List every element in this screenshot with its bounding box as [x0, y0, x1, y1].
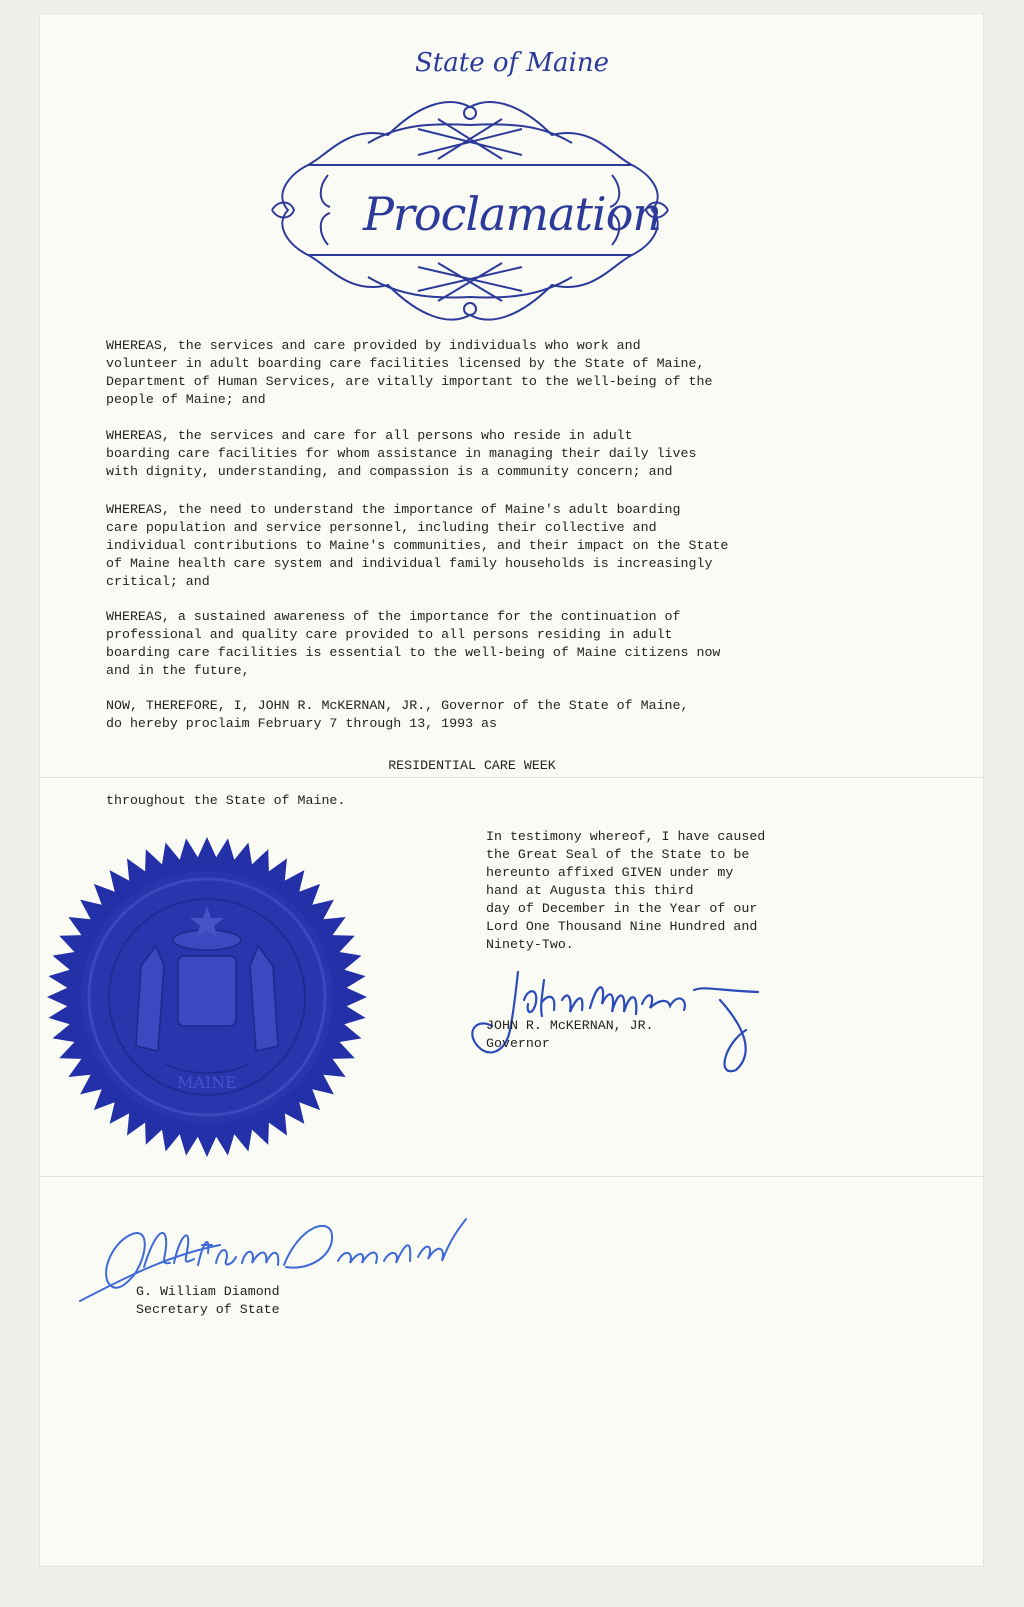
- seal-label: MAINE: [177, 1073, 237, 1092]
- testimony-paragraph: In testimony whereof, I have caused the Great Seal of the State to be hereunto affixed GIVEN under my hand at Augusta this third day of December in the Year of our Lord One Thousand Nine Hundred and Ninety-Two.: [486, 829, 766, 952]
- governor-title: Governor: [486, 1036, 550, 1051]
- fold-line: [40, 777, 983, 778]
- fold-line: [40, 1176, 983, 1177]
- closing-line: throughout the State of Maine.: [106, 793, 346, 808]
- governor-name: JOHN R. McKERNAN, JR.: [486, 1018, 654, 1033]
- whereas-paragraph-1: WHEREAS, the services and care provided by individuals who work and volunteer in adult boarding care facilities licensed by the State of Maine, Department of Human Services, are vitally important to the well-being of the people of Maine; and: [106, 338, 713, 407]
- whereas-paragraph-4: WHEREAS, a sustained awareness of the importance for the continuation of professional and quality care provided to all persons residing in adult boarding care facilities is essential to the well-being of Maine citizens now and in the future,: [106, 609, 721, 678]
- whereas-paragraph-3: WHEREAS, the need to understand the importance of Maine's adult boarding care population and service personnel, including their collective and individual contributions to Maine's communities, and their impact on the State of Maine health care system and individual family households is increasingly critical; and: [106, 502, 729, 589]
- secretary-title: Secretary of State: [136, 1302, 280, 1317]
- therefore-paragraph: NOW, THEREFORE, I, JOHN R. McKERNAN, JR., Governor of the State of Maine, do hereby proclaim February 7 through 13, 1993 as: [106, 698, 689, 731]
- proclaimed-week-title: RESIDENTIAL CARE WEEK: [388, 758, 556, 773]
- whereas-paragraph-2: WHEREAS, the services and care for all persons who reside in adult boarding care facilities for whom assistance in managing their daily lives with dignity, understanding, and compassion is a community concern; and: [106, 428, 697, 479]
- state-of-maine-heading: State of Maine: [415, 48, 609, 78]
- secretary-signature-icon: [70, 1205, 490, 1315]
- great-seal-of-maine-icon: [46, 836, 368, 1158]
- proclamation-title: Proclamation: [362, 187, 662, 241]
- secretary-name: G. William Diamond: [136, 1284, 280, 1299]
